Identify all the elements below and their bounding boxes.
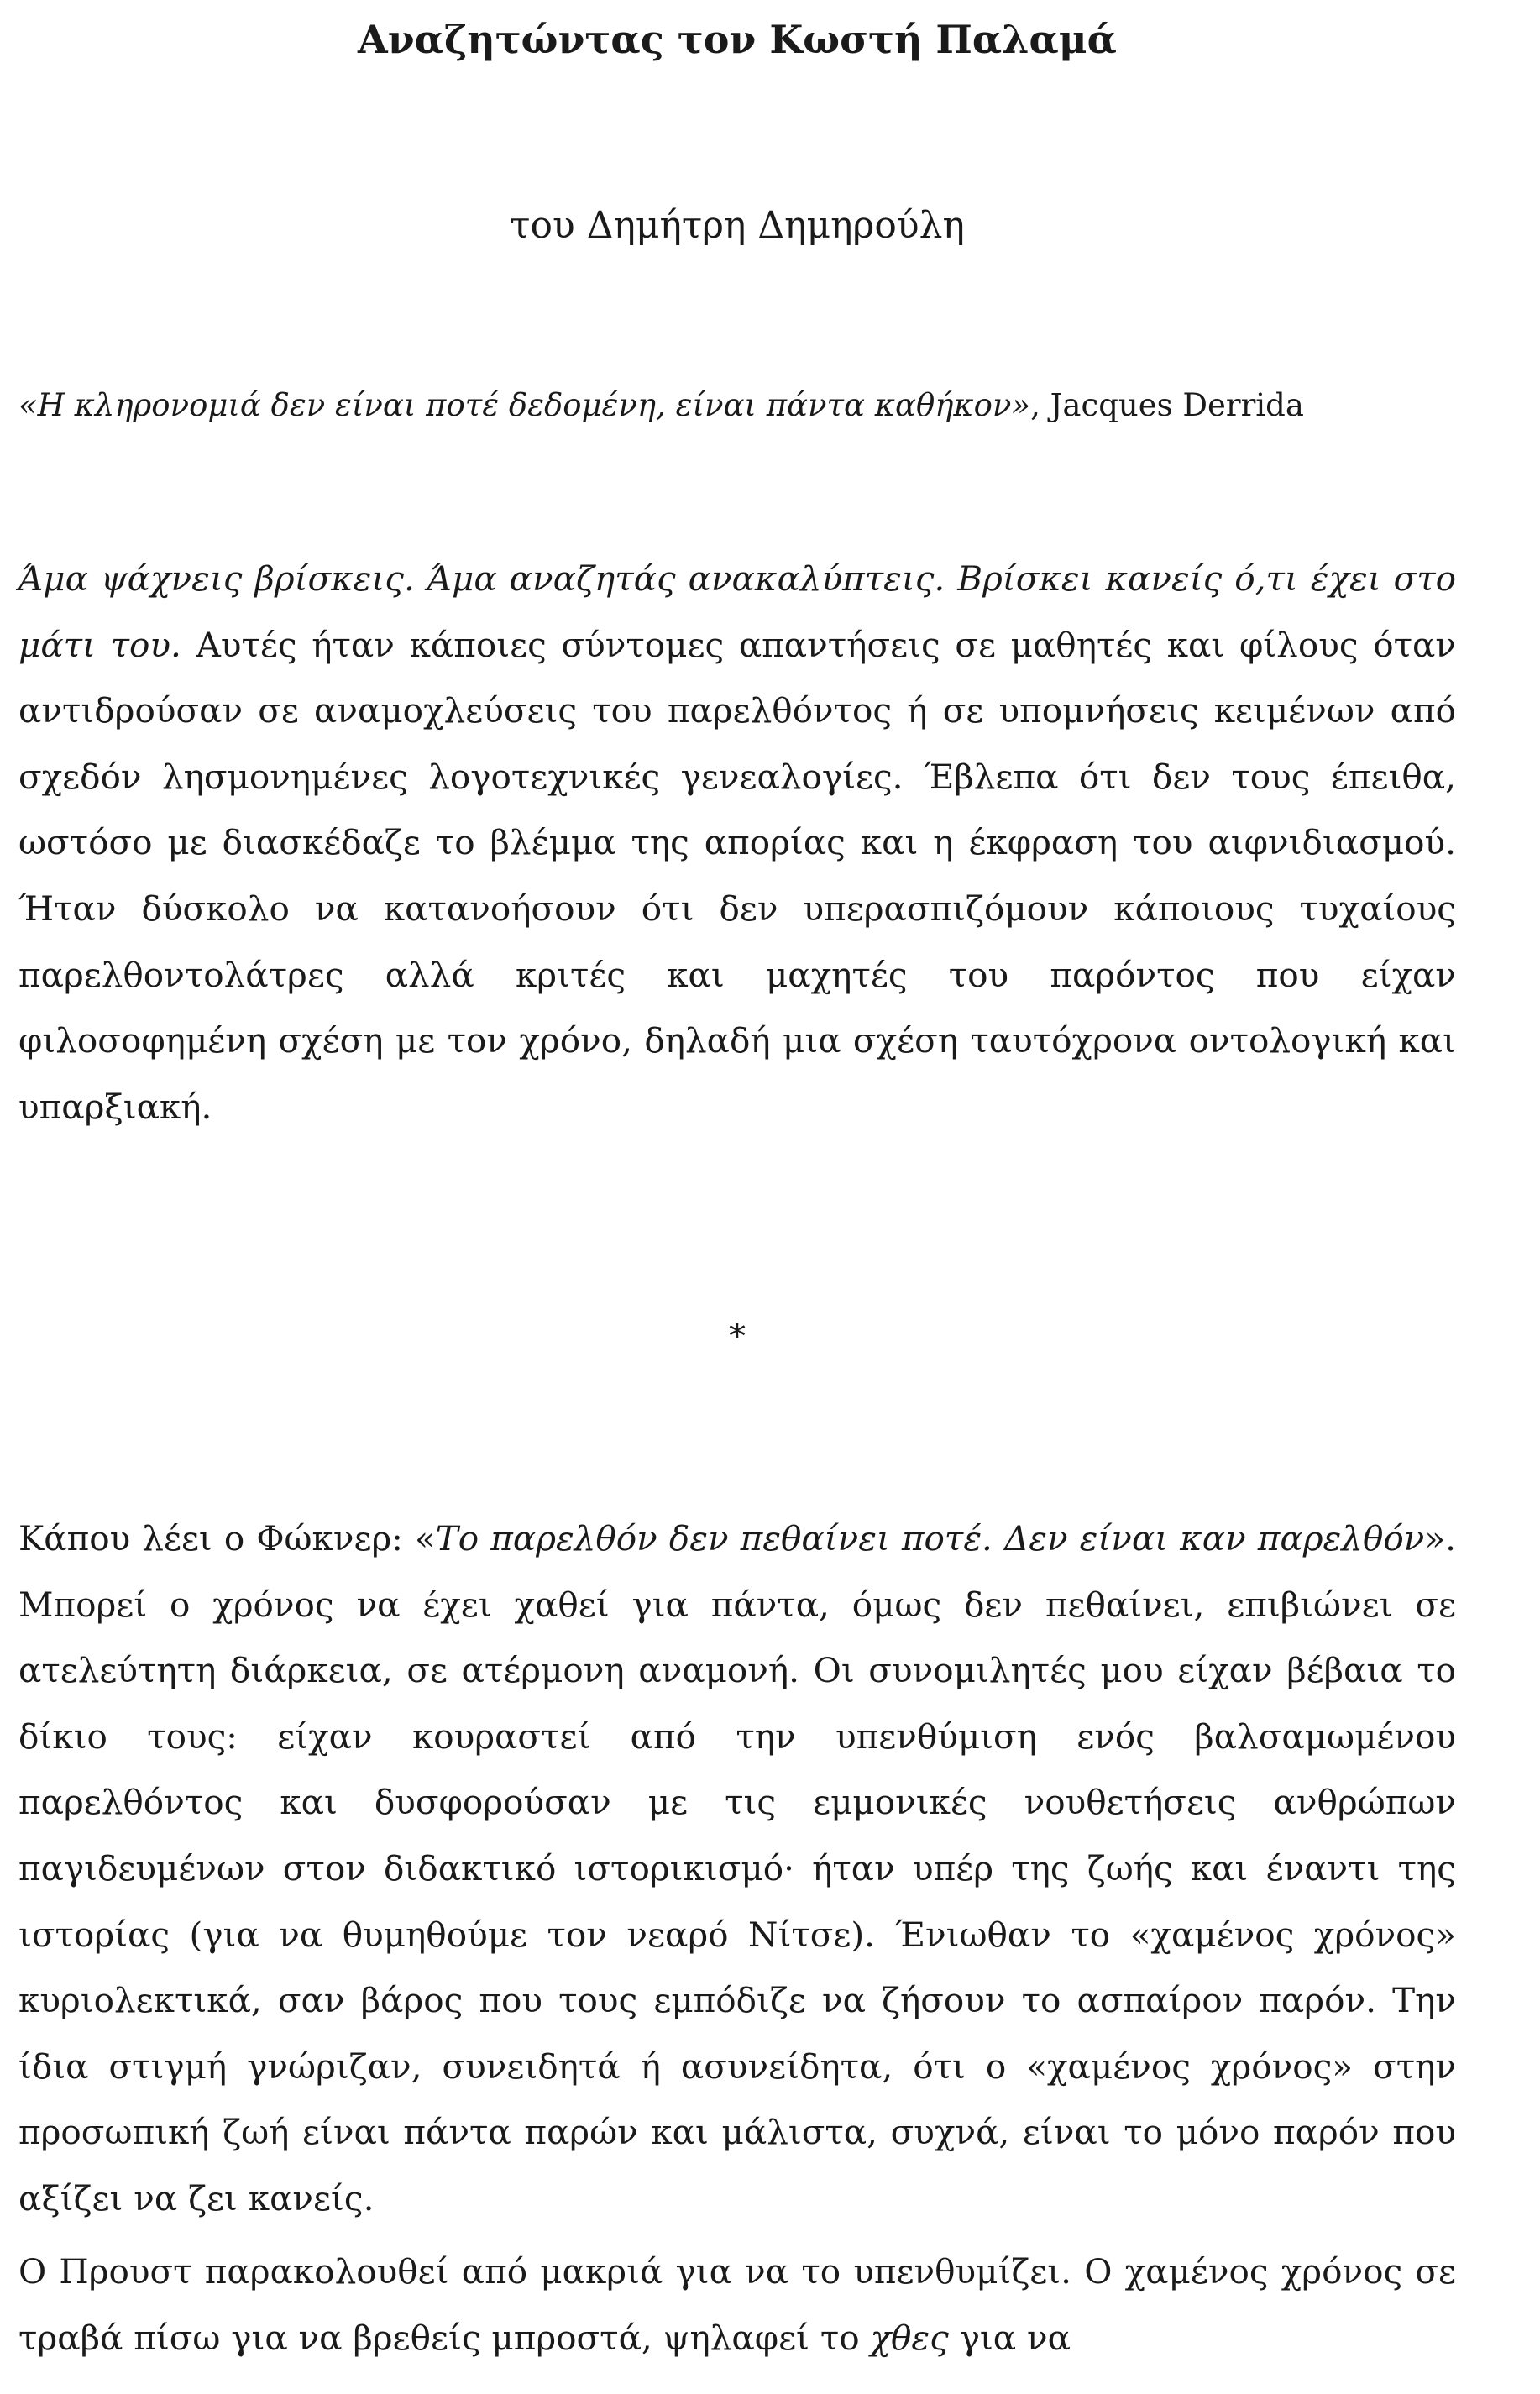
epigraph: [18, 378, 1456, 433]
epigraph-attribution: , Jacques Derrida: [1030, 387, 1304, 423]
paragraph-1-italic-lead: Άμα ψάχνεις βρίσκεις. Άμα αναζητάς ανακαλύπτεις. Βρίσκει κανείς ό,τι έχει στο μάτι του.: [18, 558, 1456, 665]
paragraph-1: [18, 546, 1456, 1139]
section-separator: *: [729, 1317, 746, 1356]
document-title: Αναζητώντας τον Κωστή Παλαμά: [358, 17, 1117, 62]
paragraph-3: [18, 2239, 1456, 2370]
document-page: [18, 0, 1456, 2394]
paragraph-1-text: Αυτές ήταν κάποιες σύντομες απαντήσεις σε μαθητές και φίλους όταν αντιδρούσαν σε αναμοχλεύσεις του παρελθόντος ή σε υπομνήσεις κειμένων από σχεδόν λησμονημένες λογοτεχνικές γενεαλογίες. Έβλεπα ότι δεν τους έπειθα, ωστόσο με διασκέδαζε το βλέμμα της απορίας και η έκφραση του αιφνιδιασμού. Ήταν δύσκολο να κατανοήσουν ότι δεν υπερασπιζόμουν κάποιους τυχαίους παρελθοντολάτρες αλλά κριτές και μαχητές του παρόντος που είχαν φιλοσοφημένη σχέση με τον χρόνο, δηλαδή μια σχέση ταυτόχρονα οντολογική και υπαρξιακή.: [18, 624, 1456, 1127]
paragraph-2-text: ». Μπορεί ο χρόνος να έχει χαθεί για πάντα, όμως δεν πεθαίνει, επιβιώνει σε ατελεύτητη διάρκεια, σε ατέρμονη αναμονή. Οι συνομιλητές μου είχαν βέβαια το δίκιο τους: είχαν κουραστεί από την υπενθύμιση ενός βαλσαμωμένου παρελθόντος και δυσφορούσαν με τις εμμονικές νουθετήσεις ανθρώπων παγιδευμένων στον διδακτικό ιστορικισμό· ήταν υπέρ της ζωής και έναντι της ιστορίας (για να θυμηθούμε τον νεαρό Νίτσε). Ένιωθαν το «χαμένος χρόνος» κυριολεκτικά, σαν βάρος που τους εμπόδιζε να ζήσουν το ασπαίρον παρόν. Την ίδια στιγμή γνώριζαν, συνειδητά ή ασυνείδητα, ότι ο «χαμένος χρόνος» στην προσωπική ζωή είναι πάντα παρών και μάλιστα, συχνά, είναι το μόνο παρόν που αξίζει να ζει κανείς.: [18, 1518, 1456, 2219]
paragraph-2-intro: Κάπου λέει ο Φώκνερ: «: [18, 1518, 436, 1558]
author-byline: του Δημήτρη Δημηρούλη: [510, 204, 965, 247]
paragraph-3-italic-word: χθες: [870, 2317, 949, 2358]
epigraph-quote: «Η κληρονομιά δεν είναι ποτέ δεδομένη, είναι πάντα καθήκον»: [18, 387, 1031, 423]
paragraph-3-text-before: Ο Προυστ παρακολουθεί από μακριά για να το υπενθυμίζει. Ο χαμένος χρόνος σε τραβά πίσω για να βρεθείς μπροστά, ψηλαφεί το: [18, 2251, 1456, 2358]
paragraph-2: [18, 1506, 1456, 2232]
paragraph-2-faulkner-quote: Το παρελθόν δεν πεθαίνει ποτέ. Δεν είναι καν παρελθόν: [435, 1518, 1425, 1558]
paragraph-3-text-after: για να: [948, 2317, 1071, 2358]
